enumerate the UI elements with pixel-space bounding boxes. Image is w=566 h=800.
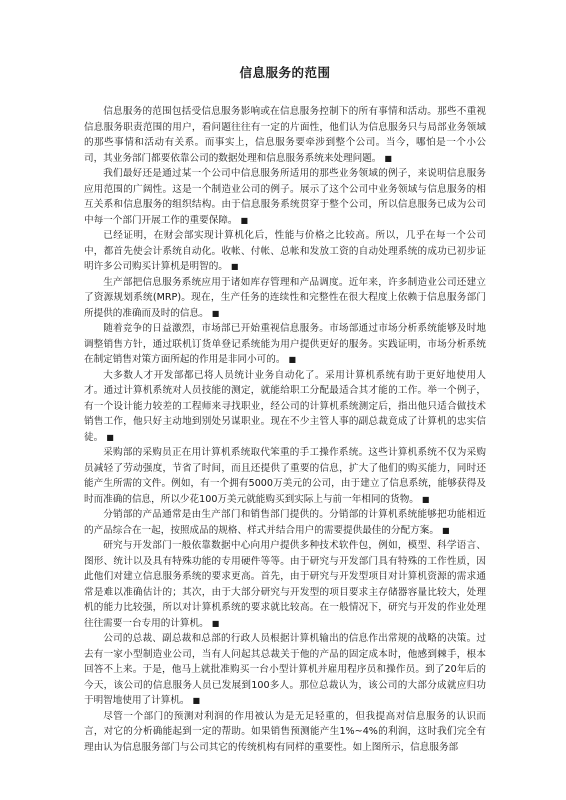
paragraph-6: [84, 368, 486, 446]
paragraph-7: [84, 445, 486, 507]
paragraph-9: [84, 538, 486, 631]
paragraph-4: [84, 275, 486, 322]
end-mark-icon: ■: [240, 215, 249, 225]
paragraph-text: 尽管一个部门的预测对利润的作用被认为是无足轻重的，但我提高对信息服务的认识而言，对它的分析确能起到一定的帮助。如果销售预测能产生1%~4%的利润，这时我们完全有理由认为信息服务部门与公司其它的传统机构有同样的重要性。如上图所示，信息服务部: [84, 710, 486, 753]
paragraph-text: 分销部的产品通常是由生产部门和销售部门提供的。分销部的计算机系统能够把功能相近的产品综合在一起，按照成品的规格、样式并结合用户的需要提供最佳的分配方案。: [84, 509, 486, 536]
paragraph-text: 生产部把信息服务系统应用于诸如库存管理和产品调度。近年来，许多制造业公司还建立了资源规划系统(MRP)。现在，生产任务的连续性和完整性在很大程度上依赖于信息服务部门所提供的准确而及时的信息。: [84, 276, 486, 319]
paragraph-text: 我们最好还是通过某一个公司中信息服务所适用的那些业务领域的例子，来说明信息服务应用范围的广阔性。这是一个制造业公司的例子。展示了这个公司中业务领域与信息服务的相互关系和信息服务的组织结构。由于信息服务系统贯穿于整个公司，所以信息服务已成为公司中每一个部门开展工作的重要保障。: [84, 168, 486, 226]
end-mark-icon: ■: [192, 696, 201, 705]
end-mark-icon: ■: [106, 432, 114, 442]
paragraph-text: 已经证明，在财会部实现计算机化后，性能与价格之比较高。所以，几乎在每一个公司中，都首先使会计系统自动化。收帐、付帐、总帐和发放工资的自动处理系统的成功已初步证明许多公司购买计算机是明智的。: [84, 230, 486, 272]
paragraph-text: 公司的总裁、副总裁和总部的行政人员根据计算机输出的信息作出常规的战略的决策。过去有一家小型制造业公司，当有人问起其总裁关于他的产品的固定成本时，他感到棘手，根本回答不上来。于是，他马上就批准购买一台小型计算机并雇用程序员和操作员。到了20年后的今天，该公司的信息服务人员已发展到100多人。那位总裁认为，该公司的大部分成就应归功于明智地使用了计算机。: [84, 633, 486, 706]
paragraph-text: 信息服务的范围包括受信息服务影响或在信息服务控制下的所有事情和活动。那些不重视信息服务职责范围的用户，看问题往往有一定的片面性，他们认为信息服务只与局部业务领域的那些事情和活动有关系。而事实上，信息服务要牵涉到整个公司。当今，哪怕是一个小公司，其业务部门都要依靠公司的数据处理和信息服务系统来处理问题。: [84, 106, 486, 164]
document-title: 信息服务的范围: [239, 65, 331, 80]
end-mark-icon: ■: [384, 153, 392, 163]
end-mark-icon: ■: [211, 618, 220, 628]
paragraph-11: [84, 709, 486, 756]
paragraph-3: [84, 228, 486, 275]
paragraph-1: [84, 104, 486, 166]
paragraph-2: [84, 166, 486, 228]
end-mark-icon: ■: [421, 494, 430, 504]
paragraph-8: [84, 507, 486, 538]
end-mark-icon: ■: [230, 262, 239, 271]
end-mark-icon: ■: [211, 308, 220, 318]
end-mark-icon: ■: [441, 525, 450, 535]
end-mark-icon: ■: [288, 355, 297, 364]
paragraph-text: 采购部的采购员正在用计算机系统取代笨重的手工操作系统。这些计算机系统不仅为采购员减轻了劳动强度，节省了时间，而且还提供了重要的信息，扩大了他们的购买能力，同时还能产生所需的文件。例如，有一个拥有5000万美元的公司，由于建立了信息系统，能够获得及时而准确的信息，所以少花100万美元就能购买到实际上与前一年相同的货物。: [84, 447, 486, 505]
paragraph-text: 研究与开发部门一般依靠数据中心向用户提供多种技术软件包，例如，模型、科学语言、图形、统计以及具有特殊功能的专用硬件等等。由于研究与开发部门具有特殊的工作性质，因此他们对建立信息服务系统的要求更高。首先，由于研究与开发型项目对计算机资源的需求通常是难以准确估计的；其次，由于大部分研究与开发型的项目要求主存储器容量比较大，处理机的能力比较强，所以对计算机系统的要求就比较高。在一般情况下，研究与开发的作业处理往往需要一台专用的计算机。: [84, 540, 486, 629]
paragraph-5: [84, 321, 486, 368]
paragraph-text: 大多数人才开发部都已将人员统计业务自动化了。采用计算机系统有助于更好地使用人才。通过计算机系统对人员技能的测定，就能给职工分配最适合其才能的工作。举一个例子，有一个设计能力较差的工程师来寻找职业，经公司的计算机系统测定后，指出他只适合做技术销售工作，他只好主动地到别处另谋职业。现在不少主管人事的副总裁竟成了计算机的忠实信徒。: [84, 369, 486, 443]
paragraph-10: [84, 631, 486, 709]
paragraph-text: 随着竞争的日益激烈，市场部已开始重视信息服务。市场部通过市场分析系统能够及时地调整销售方针，通过联机订货单登记系统能为用户提供更好的服务。实践证明，市场分析系统在制定销售对策方面所起的作用是非同小可的。: [84, 323, 486, 365]
